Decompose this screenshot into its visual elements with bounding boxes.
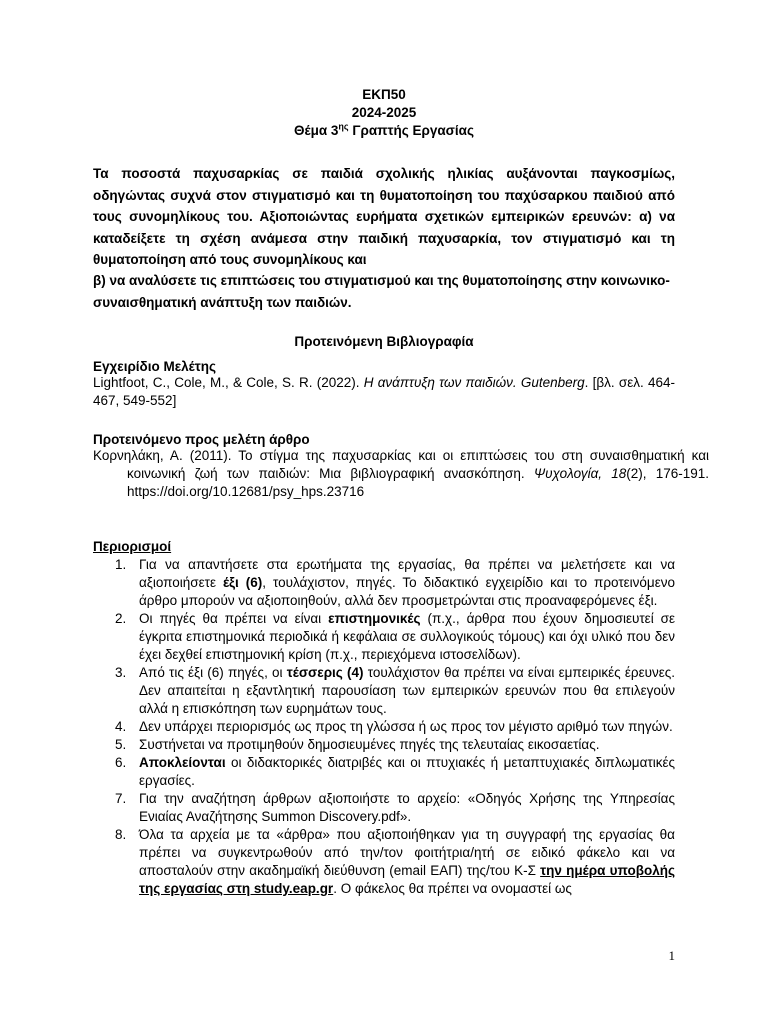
restrictions-title: Περιορισμοί xyxy=(93,539,172,554)
handbook-heading: Εγχειρίδιο Μελέτης xyxy=(93,359,217,374)
page-number: 1 xyxy=(668,948,675,963)
list-item: 8. Όλα τα αρχεία με τα «άρθρα» που αξιοποιήθηκαν για τη συγγραφή της εργασίας θα πρέπει να συγκεντρωθούν από την/τον φοιτήτρια/ητή σε ειδικό φάκελο και να αποσταλούν στην ακαδημαϊκή διεύθυνση (email ΕΑΠ) της/του Κ-Σ την ημέρα υποβολής της εργασίας στη study.eap.gr. Ο φάκελος θα πρέπει να ονομαστεί ως xyxy=(115,827,675,896)
course-code: ΕΚΠ50 xyxy=(362,87,406,102)
list-item: 6. Αποκλείονται οι διδακτορικές διατριβές και οι πτυχιακές ή μεταπτυχιακές διπλωματικές εργασίες. xyxy=(115,755,675,788)
list-item: 5. Συστήνεται να προτιμηθούν δημοσιευμένες πηγές της τελευταίας εικοσαετίας. xyxy=(115,737,600,752)
question-part-a: Τα ποσοστά παχυσαρκίας σε παιδιά σχολικής ηλικίας αυξάνονται παγκοσμίως, οδηγώντας συχνά στον στιγματισμό και τη θυματοποίηση του παχύσαρκου παιδιού από τους συνομηλίκους του. Αξιοποιώντας ευρήματα σχετικών εμπειρικών ερευνών: α) να καταδείξετε τη σχέση ανάμεσα στην παιδική παχυσαρκία, τον στιγματισμό και τη θυματοποίηση από τους συνομηλίκους και xyxy=(93,166,675,267)
list-item: 7. Για την αναζήτηση άρθρων αξιοποιήστε το αρχείο: «Οδηγός Χρήσης της Υπηρεσίας Ενιαίας Αναζήτησης Summon Discovery.pdf». xyxy=(115,791,675,824)
list-item: 2. Οι πηγές θα πρέπει να είναι επιστημονικές (π.χ., άρθρα που έχουν δημοσιευτεί σε έγκριτα επιστημονικά περιοδικά ή κεφάλαια σε συλλογικούς τόμους) και όχι υλικό που δεν έχει δεχθεί επιστημονική κρίση (π.χ., περιεχόμενα ιστοσελίδων). xyxy=(115,611,675,662)
restrictions-list xyxy=(93,556,675,898)
academic-year: 2024-2025 xyxy=(351,105,417,120)
document-header xyxy=(0,86,768,140)
article-reference: Κορνηλάκη, Α. (2011). Το στίγμα της παχυσαρκίας και οι επιπτώσεις του στη συναισθηματική και κοινωνική ζωή των παιδιών: Μια βιβλιογραφική ανασκόπηση. Ψυχολογία, 18(2), 176-191. https://doi.org/10.12681/psy_hps.23716 xyxy=(93,448,710,499)
list-item: 1. Για να απαντήσετε στα ερωτήματα της εργασίας, θα πρέπει να μελετήσετε και να αξιοποιήσετε έξι (6), τουλάχιστον, πηγές. Το διδακτικό εγχειρίδιο και το προτεινόμενο άρθρο μπορούν να αξιοποιηθούν, αλλά δεν προσμετρώνται στις προαναφερόμενες έξι. xyxy=(115,557,675,608)
assignment-title: Θέμα $3^{\eta\varsigma}$ Γραπτής Εργασίας xyxy=(294,121,474,138)
bibliography-title: Προτεινόμενη Βιβλιογραφία xyxy=(294,334,474,349)
handbook-reference: Lightfoot, C., Cole, M., & Cole, S. R. (2022). Η ανάπτυξη των παιδιών. Gutenberg. [βλ. σελ. 464-467, 549-552] xyxy=(93,375,675,408)
article-heading: Προτεινόμενο προς μελέτη άρθρο xyxy=(93,432,310,447)
list-item: 3. Από τις έξι (6) πηγές, οι τέσσερις (4) τουλάχιστον θα πρέπει να είναι εμπειρικές έρευνες. Δεν απαιτείται η εξαντλητική παρουσίαση των εμπειρικών ερευνών που θα επιλεγούν αλλά η επισκόπηση των ευρημάτων τους. xyxy=(115,665,675,716)
question-part-b: β) να αναλύσετε τις επιπτώσεις του στιγματισμού και της θυματοποίησης στην κοινωνικο-συναισθηματική ανάπτυξη των παιδιών. xyxy=(93,273,670,310)
list-item: 4. Δεν υπάρχει περιορισμός ως προς τη γλώσσα ή ως προς τον μέγιστο αριθμό των πηγών. xyxy=(115,719,673,734)
